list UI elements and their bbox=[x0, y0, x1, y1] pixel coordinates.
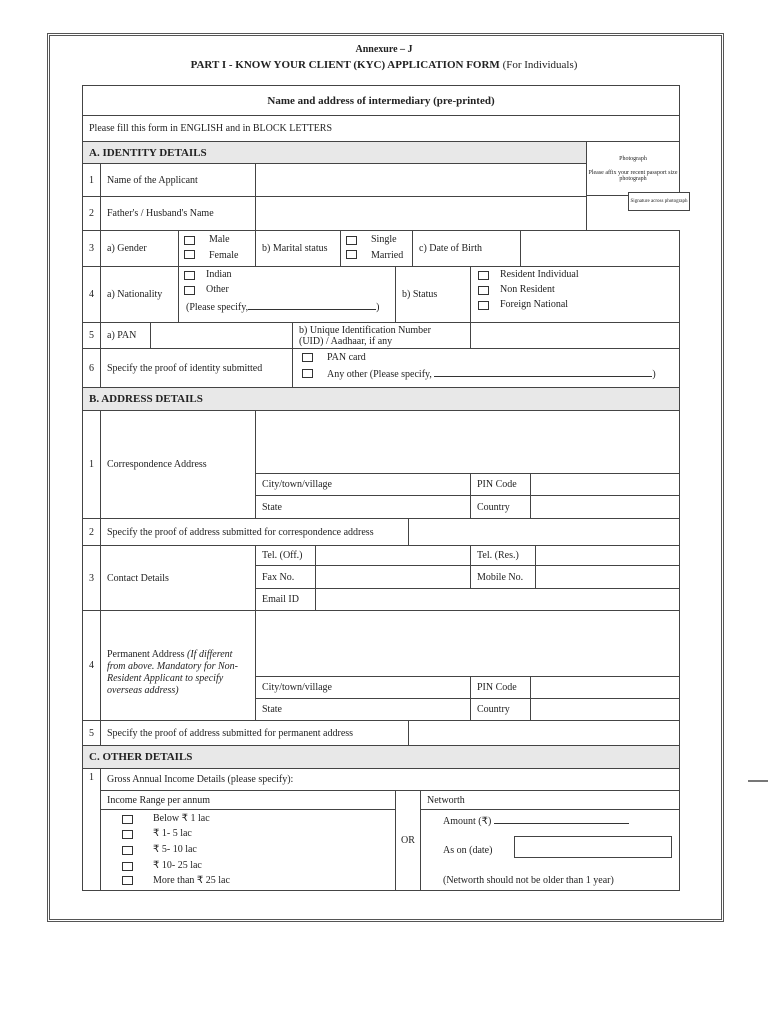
scan-mark bbox=[748, 780, 768, 782]
form-title bbox=[0, 59, 768, 71]
section-a-header: A. IDENTITY DETAILS bbox=[82, 141, 587, 164]
mobile-label: Mobile No. bbox=[470, 565, 536, 589]
single-label: Single bbox=[371, 234, 397, 245]
pan-card-label: PAN card bbox=[327, 352, 366, 363]
photo-box[interactable] bbox=[586, 141, 680, 196]
foreign-national-label: Foreign National bbox=[500, 299, 569, 310]
pin-code-label: PIN Code bbox=[470, 473, 531, 496]
address-proof-field[interactable] bbox=[408, 518, 680, 546]
uid-label-line2: (UID) / Aadhaar, if any bbox=[299, 335, 393, 347]
resident-label: Resident Individual bbox=[500, 269, 579, 280]
income-checkbox[interactable] bbox=[122, 846, 133, 855]
permanent-proof-field[interactable] bbox=[408, 720, 680, 746]
father-name-label: Father's / Husband's Name bbox=[100, 196, 256, 231]
indian-checkbox[interactable] bbox=[184, 271, 195, 280]
foreign-national-checkbox[interactable] bbox=[478, 301, 489, 310]
non-resident-checkbox[interactable] bbox=[478, 286, 489, 295]
uid-label-line1: b) Unique Identification Number bbox=[299, 324, 431, 336]
instruction: Please fill this form in ENGLISH and in BLOCK LETTERS bbox=[82, 115, 680, 142]
state-label[interactable]: State bbox=[255, 495, 471, 519]
female-checkbox[interactable] bbox=[184, 250, 195, 259]
male-label: Male bbox=[209, 234, 230, 245]
as-on-date-label: As on (date) bbox=[443, 845, 493, 856]
row-number: 3 bbox=[82, 230, 101, 267]
row-number: 3 bbox=[82, 545, 101, 611]
tel-residence-field[interactable] bbox=[535, 545, 680, 566]
permanent-address-field[interactable] bbox=[255, 610, 680, 677]
other-proof-close: ) bbox=[652, 369, 656, 380]
intermediary-header: Name and address of intermediary (pre-printed) bbox=[82, 85, 680, 116]
section-b-header: B. ADDRESS DETAILS bbox=[82, 387, 680, 411]
income-checkbox[interactable] bbox=[122, 862, 133, 871]
indian-label: Indian bbox=[206, 269, 232, 280]
married-checkbox[interactable] bbox=[346, 250, 357, 259]
permanent-address-label bbox=[100, 610, 256, 721]
permanent-pin-label: PIN Code bbox=[470, 676, 531, 699]
pin-code-field[interactable] bbox=[530, 473, 680, 496]
other-proof-specify[interactable] bbox=[327, 366, 656, 380]
correspondence-address-label: Correspondence Address bbox=[100, 410, 256, 519]
networth-header: Networth bbox=[420, 790, 680, 810]
networth-note: (Networth should not be older than 1 year) bbox=[443, 875, 614, 886]
nationality-specify[interactable] bbox=[186, 299, 379, 313]
income-range-header: Income Range per annum bbox=[100, 790, 396, 810]
income-checkbox[interactable] bbox=[122, 876, 133, 885]
income-option: More than ₹ 25 lac bbox=[153, 875, 230, 886]
father-name-field[interactable] bbox=[255, 196, 587, 231]
nationality-label: a) Nationality bbox=[100, 266, 179, 323]
form-title-main: PART I - KNOW YOUR CLIENT (KYC) APPLICATION FORM bbox=[190, 59, 500, 71]
networth-amount[interactable] bbox=[443, 813, 629, 827]
contact-details-label: Contact Details bbox=[100, 545, 256, 611]
non-resident-label: Non Resident bbox=[500, 284, 555, 295]
tel-office-field[interactable] bbox=[315, 545, 471, 566]
tel-residence-label: Tel. (Res.) bbox=[470, 545, 536, 566]
income-option: ₹ 5- 10 lac bbox=[153, 844, 197, 855]
permanent-proof-label: Specify the proof of address submitted for permanent address bbox=[100, 720, 409, 746]
section-c-header: C. OTHER DETAILS bbox=[82, 745, 680, 769]
income-checkbox[interactable] bbox=[122, 830, 133, 839]
row-number: 4 bbox=[82, 266, 101, 323]
female-label: Female bbox=[209, 250, 239, 261]
pan-card-checkbox[interactable] bbox=[302, 353, 313, 362]
row-number: 6 bbox=[82, 348, 101, 388]
mobile-field[interactable] bbox=[535, 565, 680, 589]
applicant-name-field[interactable] bbox=[255, 163, 587, 197]
annexure-label: Annexure – J bbox=[355, 44, 413, 55]
country-field[interactable] bbox=[530, 495, 680, 519]
uid-label bbox=[292, 322, 471, 349]
fax-field[interactable] bbox=[315, 565, 471, 589]
single-checkbox[interactable] bbox=[346, 236, 357, 245]
uid-field[interactable] bbox=[470, 322, 680, 349]
permanent-address-note: (If different from above. Mandatory for Non-Resident Applicant to specify overseas address) bbox=[107, 648, 239, 696]
specify-close: ) bbox=[376, 302, 380, 313]
income-details-label: Gross Annual Income Details (please specify): bbox=[100, 768, 680, 791]
as-on-date-field[interactable] bbox=[514, 836, 672, 858]
photo-note: Please affix your recent passport size photograph bbox=[588, 169, 678, 182]
applicant-name-label: Name of the Applicant bbox=[100, 163, 256, 197]
gender-label: a) Gender bbox=[100, 230, 179, 267]
permanent-country-label: Country bbox=[470, 698, 531, 721]
permanent-country-field[interactable] bbox=[530, 698, 680, 721]
other-nationality-label: Other bbox=[206, 284, 229, 295]
identity-proof-label: Specify the proof of identity submitted bbox=[100, 348, 293, 388]
row-number: 1 bbox=[82, 163, 101, 197]
marital-status-label: b) Marital status bbox=[255, 230, 341, 267]
married-label: Married bbox=[371, 250, 404, 261]
row-number: 5 bbox=[82, 322, 101, 349]
photo-label: Photograph bbox=[619, 155, 647, 162]
dob-label: c) Date of Birth bbox=[412, 230, 521, 267]
income-option: ₹ 1- 5 lac bbox=[153, 828, 192, 839]
address-proof-label: Specify the proof of address submitted for correspondence address bbox=[100, 518, 409, 546]
tel-office-label: Tel. (Off.) bbox=[255, 545, 316, 566]
other-proof-label: Any other (Please specify, bbox=[327, 369, 432, 380]
resident-checkbox[interactable] bbox=[478, 271, 489, 280]
form-title-suffix: (For Individuals) bbox=[502, 59, 578, 71]
other-nationality-checkbox[interactable] bbox=[184, 286, 195, 295]
amount-label: Amount (₹) bbox=[443, 816, 492, 827]
email-label: Email ID bbox=[255, 588, 316, 611]
row-number: 1 bbox=[82, 768, 101, 891]
other-proof-checkbox[interactable] bbox=[302, 369, 313, 378]
income-range-options bbox=[100, 809, 396, 891]
pan-label: a) PAN bbox=[100, 322, 151, 349]
row-number: 2 bbox=[82, 518, 101, 546]
male-checkbox[interactable] bbox=[184, 236, 195, 245]
permanent-state-label[interactable]: State bbox=[255, 698, 471, 721]
specify-label: (Please specify, bbox=[186, 302, 249, 313]
income-option: Below ₹ 1 lac bbox=[153, 813, 210, 824]
row-number: 5 bbox=[82, 720, 101, 746]
or-label: OR bbox=[395, 790, 421, 891]
dob-field[interactable] bbox=[520, 230, 680, 267]
pan-field[interactable] bbox=[150, 322, 293, 349]
email-field[interactable] bbox=[315, 588, 680, 611]
income-option: ₹ 10- 25 lac bbox=[153, 860, 202, 871]
country-label: Country bbox=[470, 495, 531, 519]
permanent-address-title: Permanent Address bbox=[107, 648, 185, 660]
row-number: 1 bbox=[82, 410, 101, 519]
signature-box[interactable]: Signature across photograph bbox=[628, 192, 690, 211]
fax-label: Fax No. bbox=[255, 565, 316, 589]
permanent-pin-field[interactable] bbox=[530, 676, 680, 699]
correspondence-address-field[interactable] bbox=[255, 410, 680, 474]
status-label: b) Status bbox=[395, 266, 471, 323]
permanent-city-label[interactable]: City/town/village bbox=[255, 676, 471, 699]
row-number: 4 bbox=[82, 610, 101, 721]
row-number: 2 bbox=[82, 196, 101, 231]
income-checkbox[interactable] bbox=[122, 815, 133, 824]
city-label[interactable]: City/town/village bbox=[255, 473, 471, 496]
